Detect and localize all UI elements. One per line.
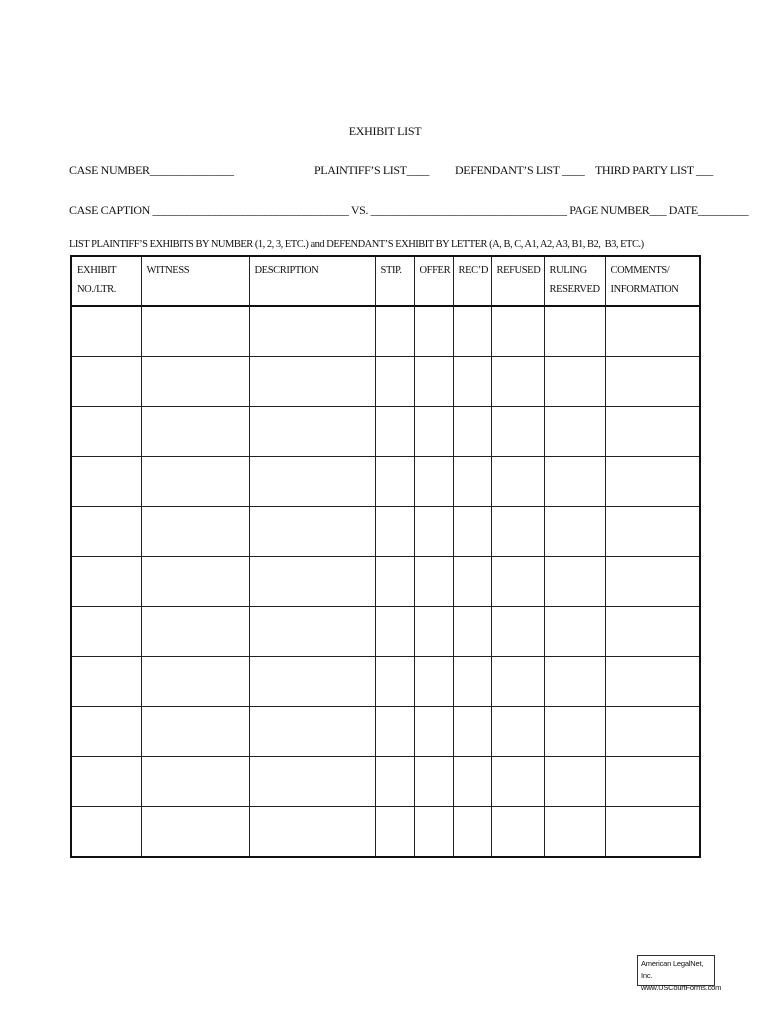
table-cell[interactable] (544, 807, 605, 858)
table-cell[interactable] (71, 807, 141, 858)
table-row (71, 357, 700, 407)
table-cell[interactable] (605, 306, 700, 357)
table-cell[interactable] (414, 507, 453, 557)
table-cell[interactable] (141, 657, 249, 707)
table-row (71, 507, 700, 557)
table-cell[interactable] (249, 557, 375, 607)
table-cell[interactable] (491, 707, 544, 757)
table-cell[interactable] (491, 507, 544, 557)
table-cell[interactable] (544, 557, 605, 607)
case-number-field: CASE NUMBER_______________ (69, 163, 234, 177)
column-header-stip: STIP. (375, 256, 414, 306)
column-header-ruling-reserved: RULING RESERVED (544, 256, 605, 306)
table-row (71, 757, 700, 807)
table-cell[interactable] (605, 807, 700, 858)
table-cell[interactable] (414, 657, 453, 707)
table-cell[interactable] (544, 757, 605, 807)
table-cell[interactable] (71, 457, 141, 507)
table-cell[interactable] (544, 407, 605, 457)
table-body (71, 306, 700, 857)
table-cell[interactable] (491, 657, 544, 707)
column-header-offer: OFFER (414, 256, 453, 306)
table-cell[interactable] (249, 357, 375, 407)
table-cell[interactable] (453, 657, 491, 707)
table-cell[interactable] (453, 557, 491, 607)
instructions-text: LIST PLAINTIFF’S EXHIBITS BY NUMBER (1, 2, 3, ETC.) and DEFENDANT’S EXHIBIT BY LETTER (A, B, C, A1, A2, A3, B1, B2, B3, ETC.) (69, 239, 644, 250)
table-cell[interactable] (453, 357, 491, 407)
table-cell[interactable] (249, 757, 375, 807)
table-cell[interactable] (491, 757, 544, 807)
table-cell[interactable] (375, 457, 414, 507)
table-cell[interactable] (544, 507, 605, 557)
table-row (71, 557, 700, 607)
table-cell[interactable] (71, 607, 141, 657)
table-cell[interactable] (71, 507, 141, 557)
table-cell[interactable] (375, 607, 414, 657)
table-cell[interactable] (375, 507, 414, 557)
column-header-comments: COMMENTS/ INFORMATION (605, 256, 700, 306)
table-cell[interactable] (414, 407, 453, 457)
table-cell[interactable] (414, 557, 453, 607)
table-cell[interactable] (375, 557, 414, 607)
table-cell[interactable] (249, 457, 375, 507)
table-cell[interactable] (375, 657, 414, 707)
table-cell[interactable] (249, 807, 375, 858)
table-cell[interactable] (141, 557, 249, 607)
plaintiffs-list-field: PLAINTIFF’S LIST____ (314, 163, 430, 177)
table-cell[interactable] (453, 407, 491, 457)
table-cell[interactable] (249, 507, 375, 557)
table-cell[interactable] (375, 306, 414, 357)
table-cell[interactable] (453, 707, 491, 757)
table-cell[interactable] (491, 407, 544, 457)
table-cell[interactable] (71, 306, 141, 357)
table-cell[interactable] (375, 357, 414, 407)
document-title: EXHIBIT LIST (348, 124, 422, 138)
table-cell[interactable] (491, 607, 544, 657)
table-cell[interactable] (71, 657, 141, 707)
table-cell[interactable] (544, 306, 605, 357)
table-cell[interactable] (141, 757, 249, 807)
table-cell[interactable] (375, 807, 414, 858)
table-cell[interactable] (605, 707, 700, 757)
footer-publisher-box (637, 955, 722, 992)
table-cell[interactable] (544, 357, 605, 407)
table-cell[interactable] (249, 306, 375, 357)
case-caption-field: CASE CAPTION ___________________________________ VS. ___________________________________ PAGE NUMBER___ DATE_________ (69, 203, 749, 217)
table-cell[interactable] (414, 357, 453, 407)
table-cell[interactable] (71, 407, 141, 457)
table-cell[interactable] (453, 507, 491, 557)
table-cell[interactable] (453, 457, 491, 507)
table-cell[interactable] (141, 306, 249, 357)
table-cell[interactable] (414, 306, 453, 357)
column-header-witness: WITNESS (141, 256, 249, 306)
table-cell[interactable] (605, 457, 700, 507)
column-header-recd: REC’D (453, 256, 491, 306)
table-cell[interactable] (71, 757, 141, 807)
table-row (71, 657, 700, 707)
table-cell[interactable] (375, 407, 414, 457)
table-row (71, 707, 700, 757)
table-cell[interactable] (375, 757, 414, 807)
table-cell[interactable] (141, 807, 249, 858)
table-row (71, 407, 700, 457)
table-row (71, 607, 700, 657)
table-cell[interactable] (141, 507, 249, 557)
table-row (71, 807, 700, 858)
table-row (71, 306, 700, 357)
publisher-website: www.USCourtForms.com (641, 983, 722, 992)
table-cell[interactable] (453, 757, 491, 807)
table-cell[interactable] (414, 457, 453, 507)
table-cell[interactable] (605, 757, 700, 807)
table-cell[interactable] (375, 707, 414, 757)
table-cell[interactable] (605, 607, 700, 657)
table-cell[interactable] (491, 807, 544, 858)
table-cell[interactable] (544, 457, 605, 507)
column-header-refused: REFUSED (491, 256, 544, 306)
table-cell[interactable] (249, 607, 375, 657)
table-cell[interactable] (141, 407, 249, 457)
table-cell[interactable] (453, 306, 491, 357)
table-cell[interactable] (544, 657, 605, 707)
exhibit-table (70, 255, 701, 858)
table-cell[interactable] (249, 707, 375, 757)
table-cell[interactable] (453, 807, 491, 858)
table-cell[interactable] (605, 407, 700, 457)
table-cell[interactable] (453, 607, 491, 657)
table-cell[interactable] (414, 707, 453, 757)
table-cell[interactable] (491, 557, 544, 607)
table-cell[interactable] (414, 807, 453, 858)
table-cell[interactable] (491, 357, 544, 407)
table-cell[interactable] (141, 357, 249, 407)
table-header-row (71, 256, 700, 306)
third-party-list-field: THIRD PARTY LIST ___ (595, 163, 713, 177)
table-row (71, 457, 700, 507)
table-cell[interactable] (491, 457, 544, 507)
table-cell[interactable] (491, 306, 544, 357)
table-cell[interactable] (141, 457, 249, 507)
table-cell[interactable] (414, 607, 453, 657)
table-cell[interactable] (414, 757, 453, 807)
table-cell[interactable] (249, 407, 375, 457)
table-cell[interactable] (71, 557, 141, 607)
table-cell[interactable] (141, 607, 249, 657)
table-cell[interactable] (71, 707, 141, 757)
publisher-name: American LegalNet, Inc. (641, 959, 704, 980)
table-cell[interactable] (141, 707, 249, 757)
table-cell[interactable] (605, 357, 700, 407)
table-cell[interactable] (249, 657, 375, 707)
defendants-list-field: DEFENDANT’S LIST ____ (455, 163, 585, 177)
table-cell[interactable] (605, 507, 700, 557)
table-cell[interactable] (71, 357, 141, 407)
table-cell[interactable] (605, 657, 700, 707)
column-header-exhibit: EXHIBIT NO./LTR. (71, 256, 141, 306)
table-cell[interactable] (605, 557, 700, 607)
table-cell[interactable] (544, 607, 605, 657)
table-cell[interactable] (544, 707, 605, 757)
column-header-description: DESCRIPTION (249, 256, 375, 306)
